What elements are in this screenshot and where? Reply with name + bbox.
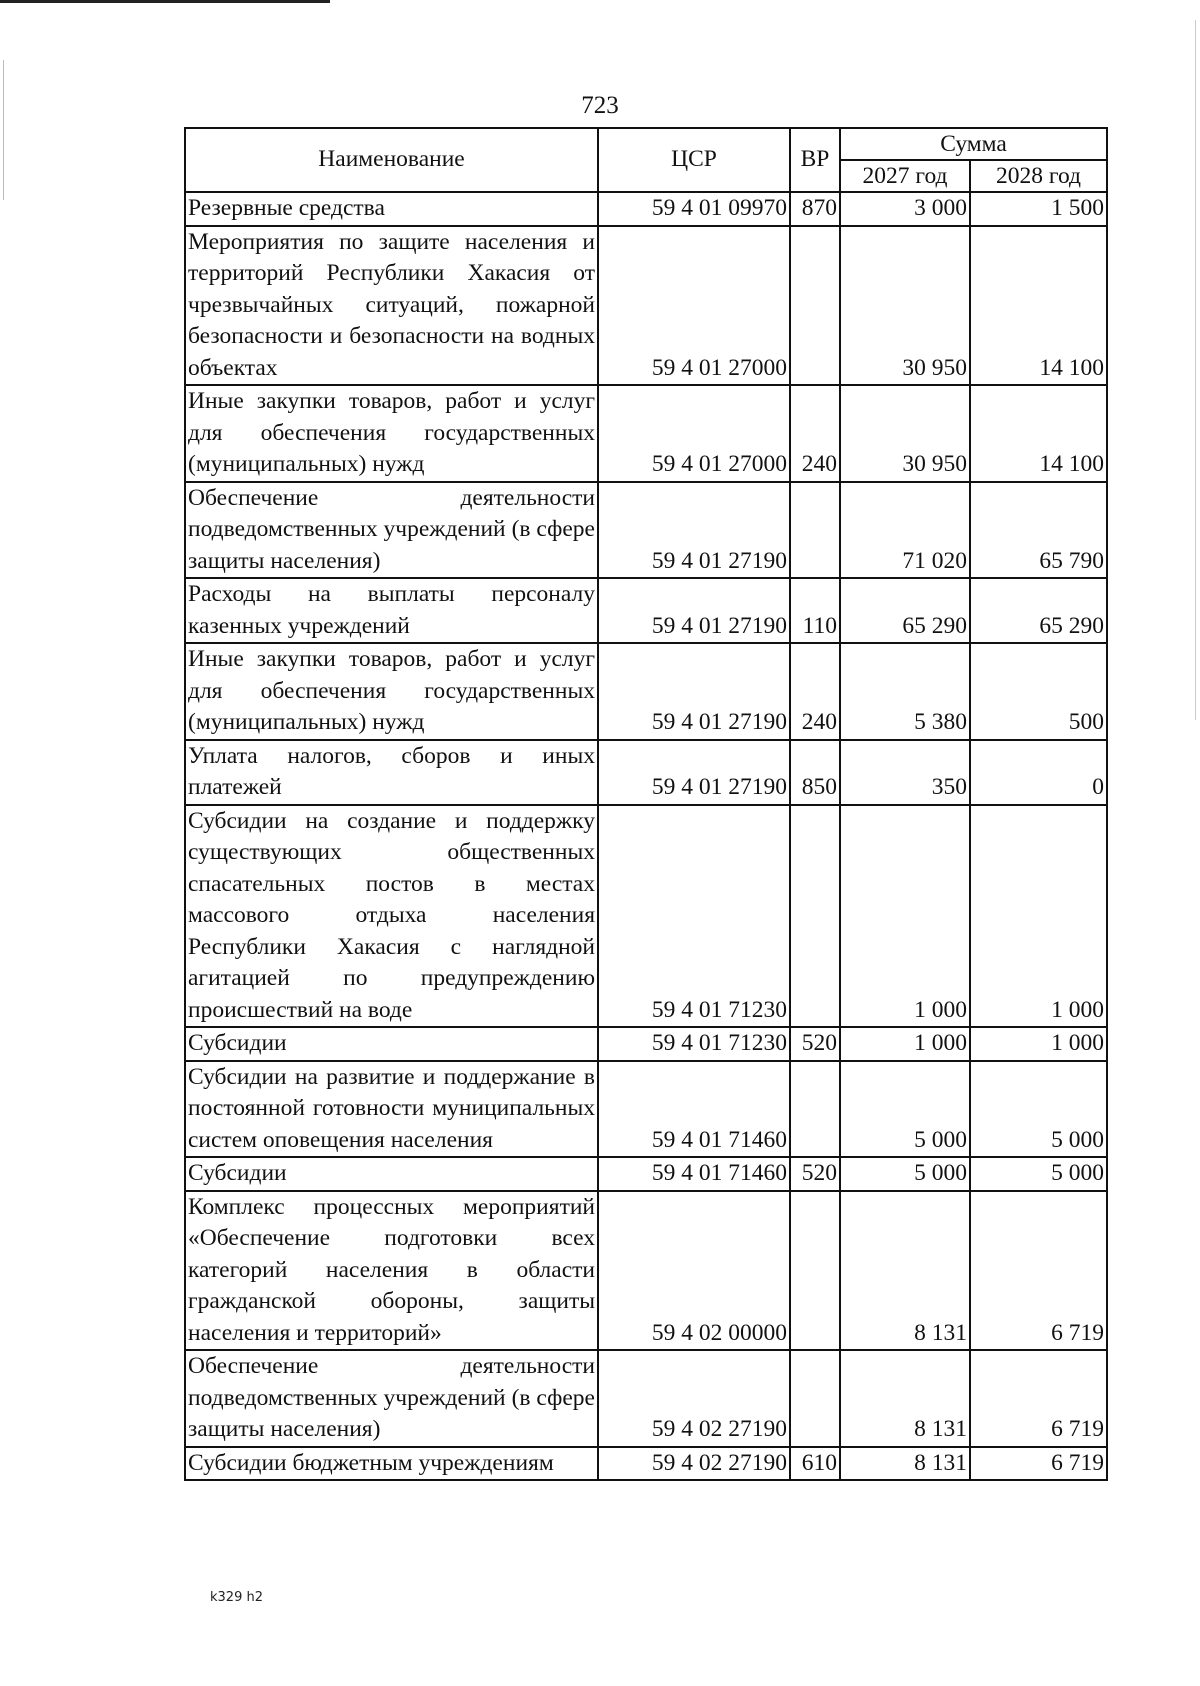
row-csr-cell: 59 4 01 71460 [598, 1061, 790, 1158]
row-sum-2027-cell: 5 380 [840, 643, 970, 740]
row-sum-2027-cell: 8 131 [840, 1350, 970, 1447]
row-sum-2027-cell: 30 950 [840, 226, 970, 386]
row-csr-cell: 59 4 01 27000 [598, 226, 790, 386]
scan-edge-top [0, 0, 330, 3]
row-sum-2027-cell: 71 020 [840, 482, 970, 579]
row-csr-cell: 59 4 01 27190 [598, 740, 790, 805]
row-name-cell: Иные закупки товаров, работ и услуг для обеспечения государственных (муниципальных) нужд [185, 643, 598, 740]
row-name-cell: Субсидии на создание и поддержку существующих общественных спасательных постов в местах массового отдыха населения Республики Хакасия с наглядной агитацией по предупреждению происшествий на воде [185, 805, 598, 1028]
table-row [185, 578, 1107, 643]
row-csr-cell: 59 4 02 27190 [598, 1350, 790, 1447]
row-csr-cell: 59 4 01 27190 [598, 578, 790, 643]
table-row [185, 643, 1107, 740]
header-sum: Сумма [840, 128, 1107, 160]
row-csr-cell: 59 4 01 71230 [598, 1027, 790, 1061]
row-name-cell: Обеспечение деятельности подведомственных учреждений (в сфере защиты населения) [185, 482, 598, 579]
row-vr-cell [790, 805, 840, 1028]
row-vr-cell: 110 [790, 578, 840, 643]
budget-table [184, 127, 1108, 1481]
row-sum-2028-cell: 1 500 [970, 192, 1107, 226]
row-sum-2027-cell: 30 950 [840, 385, 970, 482]
row-sum-2027-cell: 1 000 [840, 1027, 970, 1061]
row-sum-2027-cell: 8 131 [840, 1447, 970, 1481]
table-header [185, 128, 1107, 192]
row-vr-cell: 850 [790, 740, 840, 805]
row-vr-cell: 520 [790, 1027, 840, 1061]
budget-table-wrapper [184, 127, 1106, 1481]
row-sum-2027-cell: 8 131 [840, 1191, 970, 1351]
row-sum-2027-cell: 5 000 [840, 1157, 970, 1191]
row-sum-2028-cell: 6 719 [970, 1447, 1107, 1481]
row-sum-2027-cell: 1 000 [840, 805, 970, 1028]
row-name-cell: Субсидии бюджетным учреждениям [185, 1447, 598, 1481]
row-name-cell: Субсидии на развитие и поддержание в постоянной готовности муниципальных систем оповещения населения [185, 1061, 598, 1158]
row-name-cell: Иные закупки товаров, работ и услуг для обеспечения государственных (муниципальных) нужд [185, 385, 598, 482]
row-sum-2028-cell: 0 [970, 740, 1107, 805]
row-vr-cell [790, 1061, 840, 1158]
row-csr-cell: 59 4 02 00000 [598, 1191, 790, 1351]
scan-edge-right [1195, 20, 1196, 720]
row-vr-cell: 870 [790, 192, 840, 226]
row-sum-2027-cell: 5 000 [840, 1061, 970, 1158]
table-row [185, 1157, 1107, 1191]
row-sum-2028-cell: 65 790 [970, 482, 1107, 579]
row-vr-cell [790, 1350, 840, 1447]
row-sum-2028-cell: 1 000 [970, 805, 1107, 1028]
row-csr-cell: 59 4 02 27190 [598, 1447, 790, 1481]
row-sum-2028-cell: 500 [970, 643, 1107, 740]
table-row [185, 1027, 1107, 1061]
row-name-cell: Комплекс процессных мероприятий «Обеспечение подготовки всех категорий населения в области гражданской обороны, защиты населения и территорий» [185, 1191, 598, 1351]
row-sum-2027-cell: 3 000 [840, 192, 970, 226]
row-sum-2028-cell: 14 100 [970, 385, 1107, 482]
row-sum-2028-cell: 6 719 [970, 1191, 1107, 1351]
row-name-cell: Субсидии [185, 1157, 598, 1191]
row-csr-cell: 59 4 01 27000 [598, 385, 790, 482]
row-vr-cell [790, 1191, 840, 1351]
row-name-cell: Субсидии [185, 1027, 598, 1061]
header-year-2028: 2028 год [970, 160, 1107, 192]
row-name-cell: Резервные средства [185, 192, 598, 226]
row-name-cell: Мероприятия по защите населения и территорий Республики Хакасия от чрезвычайных ситуаций, пожарной безопасности и безопасности на водных объектах [185, 226, 598, 386]
table-row [185, 385, 1107, 482]
row-sum-2027-cell: 65 290 [840, 578, 970, 643]
row-name-cell: Расходы на выплаты персоналу казенных учреждений [185, 578, 598, 643]
table-row [185, 1061, 1107, 1158]
row-sum-2028-cell: 1 000 [970, 1027, 1107, 1061]
row-sum-2028-cell: 65 290 [970, 578, 1107, 643]
row-csr-cell: 59 4 01 09970 [598, 192, 790, 226]
row-vr-cell: 610 [790, 1447, 840, 1481]
page-number: 723 [581, 92, 619, 119]
row-csr-cell: 59 4 01 71230 [598, 805, 790, 1028]
scan-edge-left [3, 60, 4, 200]
table-row [185, 482, 1107, 579]
header-year-2027: 2027 год [840, 160, 970, 192]
header-vr: ВР [790, 128, 840, 192]
row-sum-2027-cell: 350 [840, 740, 970, 805]
row-vr-cell: 240 [790, 385, 840, 482]
table-row [185, 805, 1107, 1028]
row-vr-cell: 520 [790, 1157, 840, 1191]
table-body [185, 192, 1107, 1480]
table-row [185, 1447, 1107, 1481]
row-sum-2028-cell: 6 719 [970, 1350, 1107, 1447]
row-csr-cell: 59 4 01 27190 [598, 643, 790, 740]
table-row [185, 192, 1107, 226]
table-row [185, 740, 1107, 805]
header-csr: ЦСР [598, 128, 790, 192]
footer-code: k329 h2 [210, 1590, 263, 1605]
row-sum-2028-cell: 14 100 [970, 226, 1107, 386]
row-vr-cell [790, 226, 840, 386]
row-sum-2028-cell: 5 000 [970, 1157, 1107, 1191]
row-csr-cell: 59 4 01 71460 [598, 1157, 790, 1191]
row-name-cell: Уплата налогов, сборов и иных платежей [185, 740, 598, 805]
table-row [185, 1350, 1107, 1447]
table-row [185, 226, 1107, 386]
row-vr-cell [790, 482, 840, 579]
row-sum-2028-cell: 5 000 [970, 1061, 1107, 1158]
row-vr-cell: 240 [790, 643, 840, 740]
table-row [185, 1191, 1107, 1351]
row-csr-cell: 59 4 01 27190 [598, 482, 790, 579]
header-name: Наименование [185, 128, 598, 192]
row-name-cell: Обеспечение деятельности подведомственных учреждений (в сфере защиты населения) [185, 1350, 598, 1447]
